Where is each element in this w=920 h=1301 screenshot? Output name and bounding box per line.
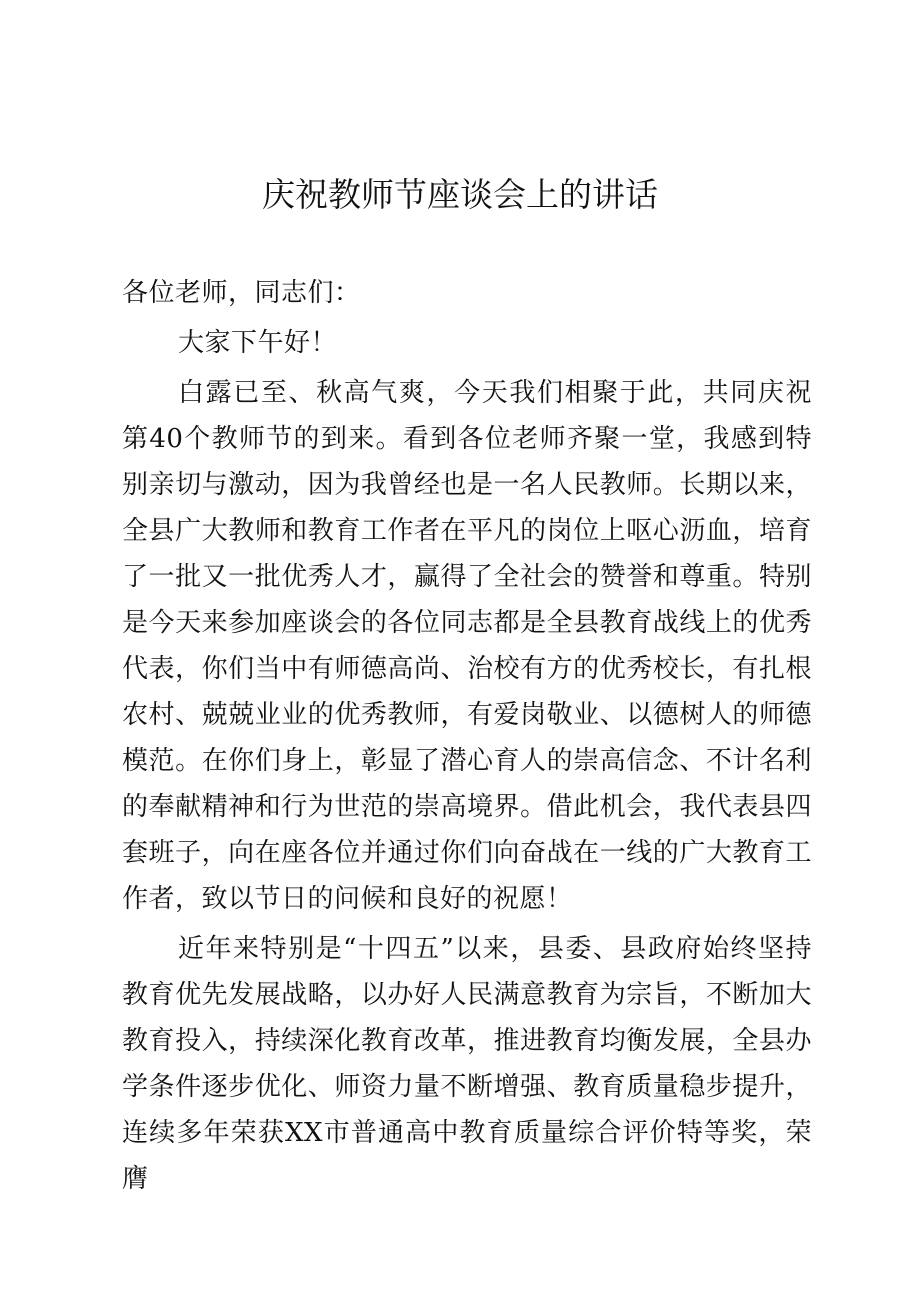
paragraph-celebration: 白露已至、秋高气爽，今天我们相聚于此，共同庆祝第40个教师节的到来。看到各位老师齐聚一堂，我感到特别亲切与激动，因为我曾经也是一名人民教师。长期以来，全县广大教师和教育工作者在平凡的岗位上呕心沥血，培育了一批又一批优秀人才，赢得了全社会的赞誉和尊重。特别是今天来参加座谈会的各位同志都是全县教育战线上的优秀代表，你们当中有师德高尚、治校有方的优秀校长，有扎根农村、兢兢业业的优秀教师，有爱岗敬业、以德树人的师德模范。在你们身上，彰显了潜心育人的崇高信念、不计名利的奉献精神和行为世范的崇高境界。借此机会，我代表县四套班子，向在座各位并通过你们向奋战在一线的广大教育工作者，致以节日的问候和良好的祝愿！ bbox=[122, 378, 812, 914]
salutation: 各位老师，同志们： bbox=[122, 278, 361, 308]
paragraph-achievements: 近年来特别是“十四五”以来，县委、县政府始终坚持教育优先发展战略，以办好人民满意教育为宗旨，不断加大教育投入，持续深化教育改革，推进教育均衡发展，全县办学条件逐步优化、师资力量不断增强、教育质量稳步提升，连续多年荣获XX市普通高中教育质量综合评价特等奖，荣膺 bbox=[122, 934, 812, 1194]
paragraph-greeting: 大家下午好！ bbox=[178, 328, 338, 358]
document-title: 庆祝教师节座谈会上的讲话 bbox=[262, 175, 658, 214]
document-body bbox=[122, 270, 812, 1206]
